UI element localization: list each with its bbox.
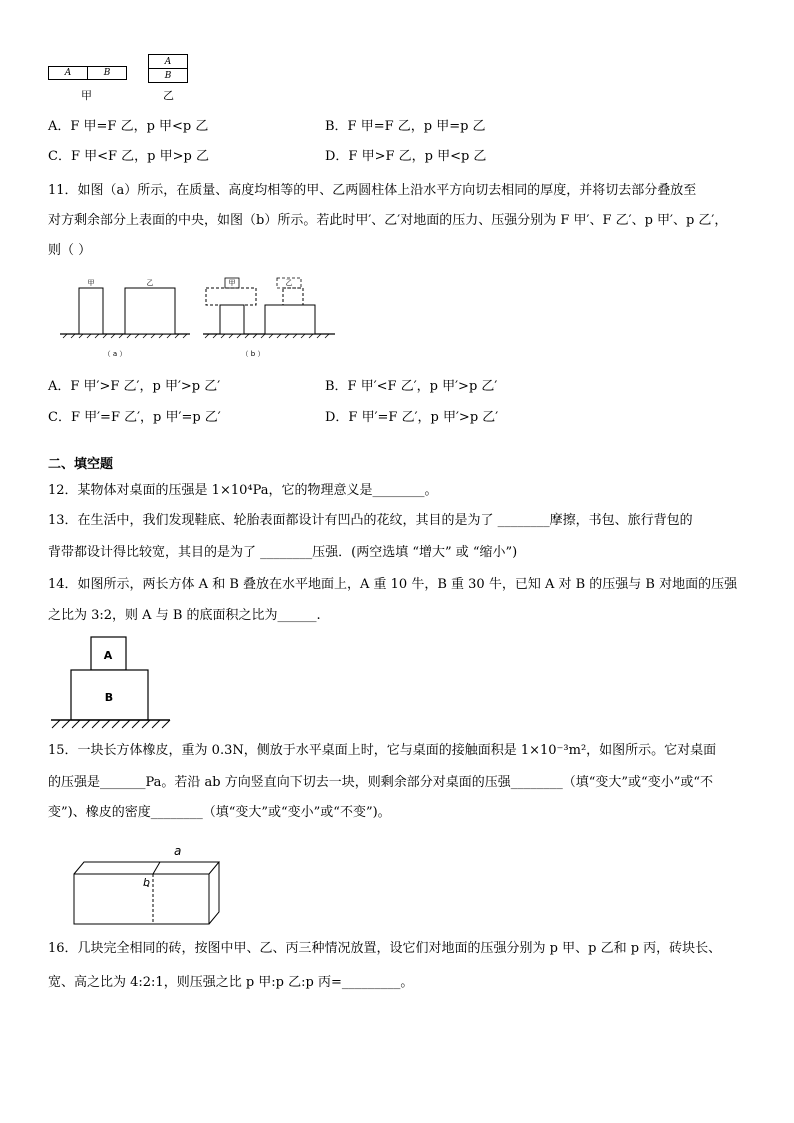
q11-figure xyxy=(55,274,340,366)
fig-b-yi-label: 乙 xyxy=(285,279,293,287)
q11-line2: 对方剩余部分上表面的中央，如图（b）所示。若此时甲′、乙′对地面的压力、压强分别为 F 甲′、F 乙′、p 甲′、p 乙′， xyxy=(48,213,728,228)
q11-line1: 11．如图（a）所示，在质量、高度均相等的甲、乙两圆柱体上沿水平方向切去相同的厚度，并将切去部分叠放至 xyxy=(48,183,697,198)
q15-figure xyxy=(68,840,228,928)
block-a-vertical: A xyxy=(148,54,188,69)
q11-option-b: B．F 甲′<F 乙′，p 甲′>p 乙′ xyxy=(325,379,498,394)
block-a-label: A xyxy=(103,649,113,662)
q14-line2: 之比为 3:2，则 A 与 B 的底面积之比为______. xyxy=(48,608,321,623)
section-title: 二、填空题 xyxy=(48,457,114,472)
q11-line3: 则（ ） xyxy=(48,243,92,258)
label-yi: 乙 xyxy=(163,89,174,102)
cylinder-jia-b xyxy=(220,305,244,334)
q11-option-a: A．F 甲′>F 乙′，p 甲′>p 乙′ xyxy=(48,379,221,394)
q10-option-b: B．F 甲=F 乙，p 甲=p 乙 xyxy=(325,119,486,134)
fig-a-jia-label: 甲 xyxy=(87,279,95,287)
block-b-horizontal: B xyxy=(87,66,127,80)
q15-line2: 的压强是_______Pa。若沿 ab 方向竖直向下切去一块，则剩余部分对桌面的压强________（填“变大”或“变小”或“不 xyxy=(48,775,713,790)
fig-b-jia-label: 甲 xyxy=(228,279,236,287)
label-b: b xyxy=(143,876,150,889)
q11-option-c: C．F 甲′=F 乙′，p 甲′=p 乙′ xyxy=(48,410,221,425)
fig-a-yi-label: 乙 xyxy=(146,279,154,287)
label-jia: 甲 xyxy=(81,89,92,102)
q10-option-d: D．F 甲>F 乙，p 甲<p 乙 xyxy=(325,149,487,164)
q14-line1: 14．如图所示，两长方体 A 和 B 叠放在水平地面上，A 重 10 牛，B 重 30 牛，已知 A 对 B 的压强与 B 对地面的压强 xyxy=(48,577,738,592)
q16-line2: 宽、高之比为 4:2:1，则压强之比 p 甲:p 乙:p 丙=_________。 xyxy=(48,975,414,990)
q13-line1: 13．在生活中，我们发现鞋底、轮胎表面都设计有凹凸的花纹，其目的是为了 ________摩擦，书包、旅行背包的 xyxy=(48,513,693,528)
q12-text: 12．某物体对桌面的压强是 1×10⁴Pa，它的物理意义是________。 xyxy=(48,483,438,498)
block-a-horizontal: A xyxy=(48,66,88,80)
label-a: a xyxy=(174,844,182,858)
block-b-vertical: B xyxy=(148,68,188,83)
eraser-front xyxy=(74,874,209,924)
q16-line1: 16．几块完全相同的砖，按图中甲、乙、丙三种情况放置，设它们对地面的压强分别为 p 甲、p 乙和 p 丙，砖块长、 xyxy=(48,941,722,956)
q15-line1: 15．一块长方体橡皮，重为 0.3N，侧放于水平桌面上时，它与桌面的接触面积是 1×10⁻³m²，如图所示。它对桌面 xyxy=(48,743,717,758)
caption-a: （ a ） xyxy=(103,350,127,358)
q10-option-c: C．F 甲<F 乙，p 甲>p 乙 xyxy=(48,149,209,164)
q10-option-a: A．F 甲=F 乙，p 甲<p 乙 xyxy=(48,119,209,134)
cylinder-yi-b xyxy=(265,305,315,334)
caption-b: （ b ） xyxy=(241,350,265,358)
q15-line3: 变”)、橡皮的密度________（填“变大”或“变小”或“不变”)。 xyxy=(48,805,391,820)
block-b-label: B xyxy=(104,691,114,704)
q11-option-d: D．F 甲′=F 乙′，p 甲′>p 乙′ xyxy=(325,410,499,425)
cylinder-jia-a xyxy=(79,288,103,334)
cylinder-yi-a xyxy=(125,288,175,334)
q13-line2: 背带都设计得比较宽，其目的是为了 ________压强．(两空选填 “增大” 或 “缩小”) xyxy=(48,545,518,560)
q14-figure xyxy=(48,634,178,734)
